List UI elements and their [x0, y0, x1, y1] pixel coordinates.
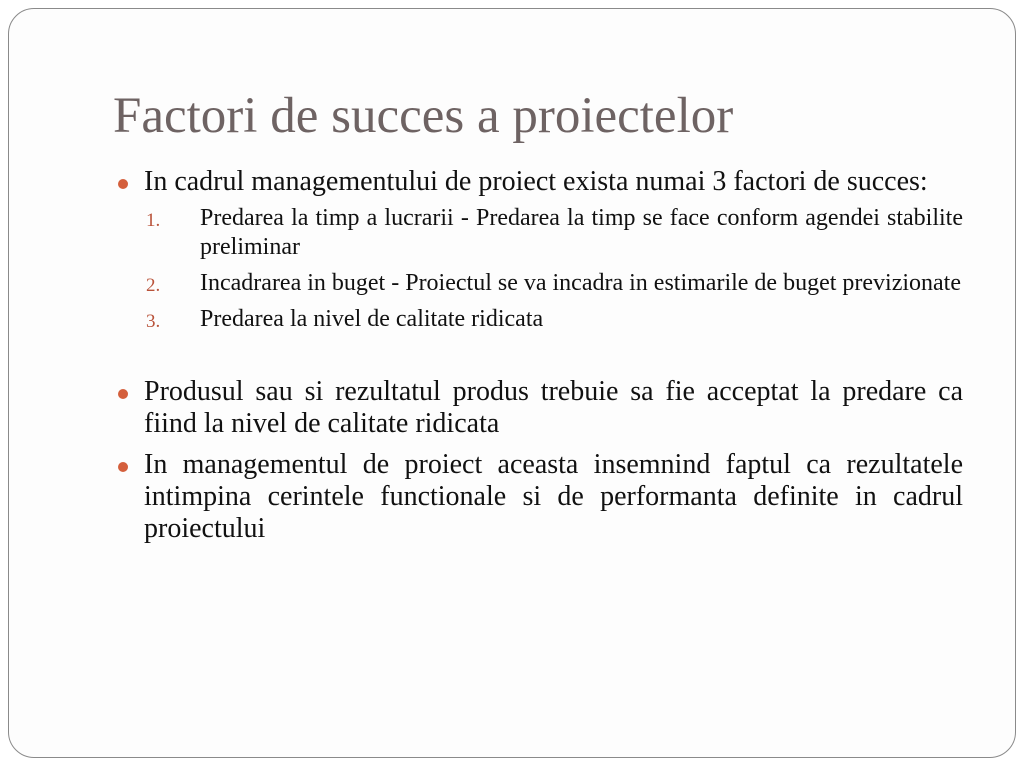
list-number: 3.: [146, 311, 161, 332]
list-item-text: Predarea la nivel de calitate ridicata: [200, 306, 544, 332]
bullet-text: In cadrul managementului de proiect exista numai 3 factori de succes:: [144, 166, 928, 197]
bullet-dot-icon: [118, 179, 128, 189]
slide-title: Factori de succes a proiectelor: [113, 88, 734, 144]
numbered-list-item: [146, 305, 963, 334]
bullet-text: Produsul sau si rezultatul produs trebuie sa fie acceptat la predare ca fiind la nivel de calitate ridicata: [144, 376, 963, 439]
list-item-text: Predarea la timp a lucrarii - Predarea la timp se face conform agendei stabilite preliminar: [200, 205, 963, 260]
bullet-dot-icon: [118, 389, 128, 399]
bullet-item: [118, 449, 963, 545]
list-number: 2.: [146, 275, 161, 296]
bullet-item: [118, 376, 963, 440]
list-number: 1.: [146, 210, 161, 231]
numbered-list-item: [146, 269, 963, 298]
bullet-dot-icon: [118, 462, 128, 472]
bullet-text: In managementul de proiect aceasta insemnind faptul ca rezultatele intimpina cerintele functionale si de performanta definite in cadrul proiectului: [144, 449, 963, 544]
numbered-list: [118, 204, 963, 334]
numbered-list-item: [146, 204, 963, 262]
bullet-item: [118, 166, 963, 198]
list-item-text: Incadrarea in buget - Proiectul se va incadra in estimarile de buget previzionate: [200, 270, 962, 296]
slide-content: [118, 166, 963, 545]
